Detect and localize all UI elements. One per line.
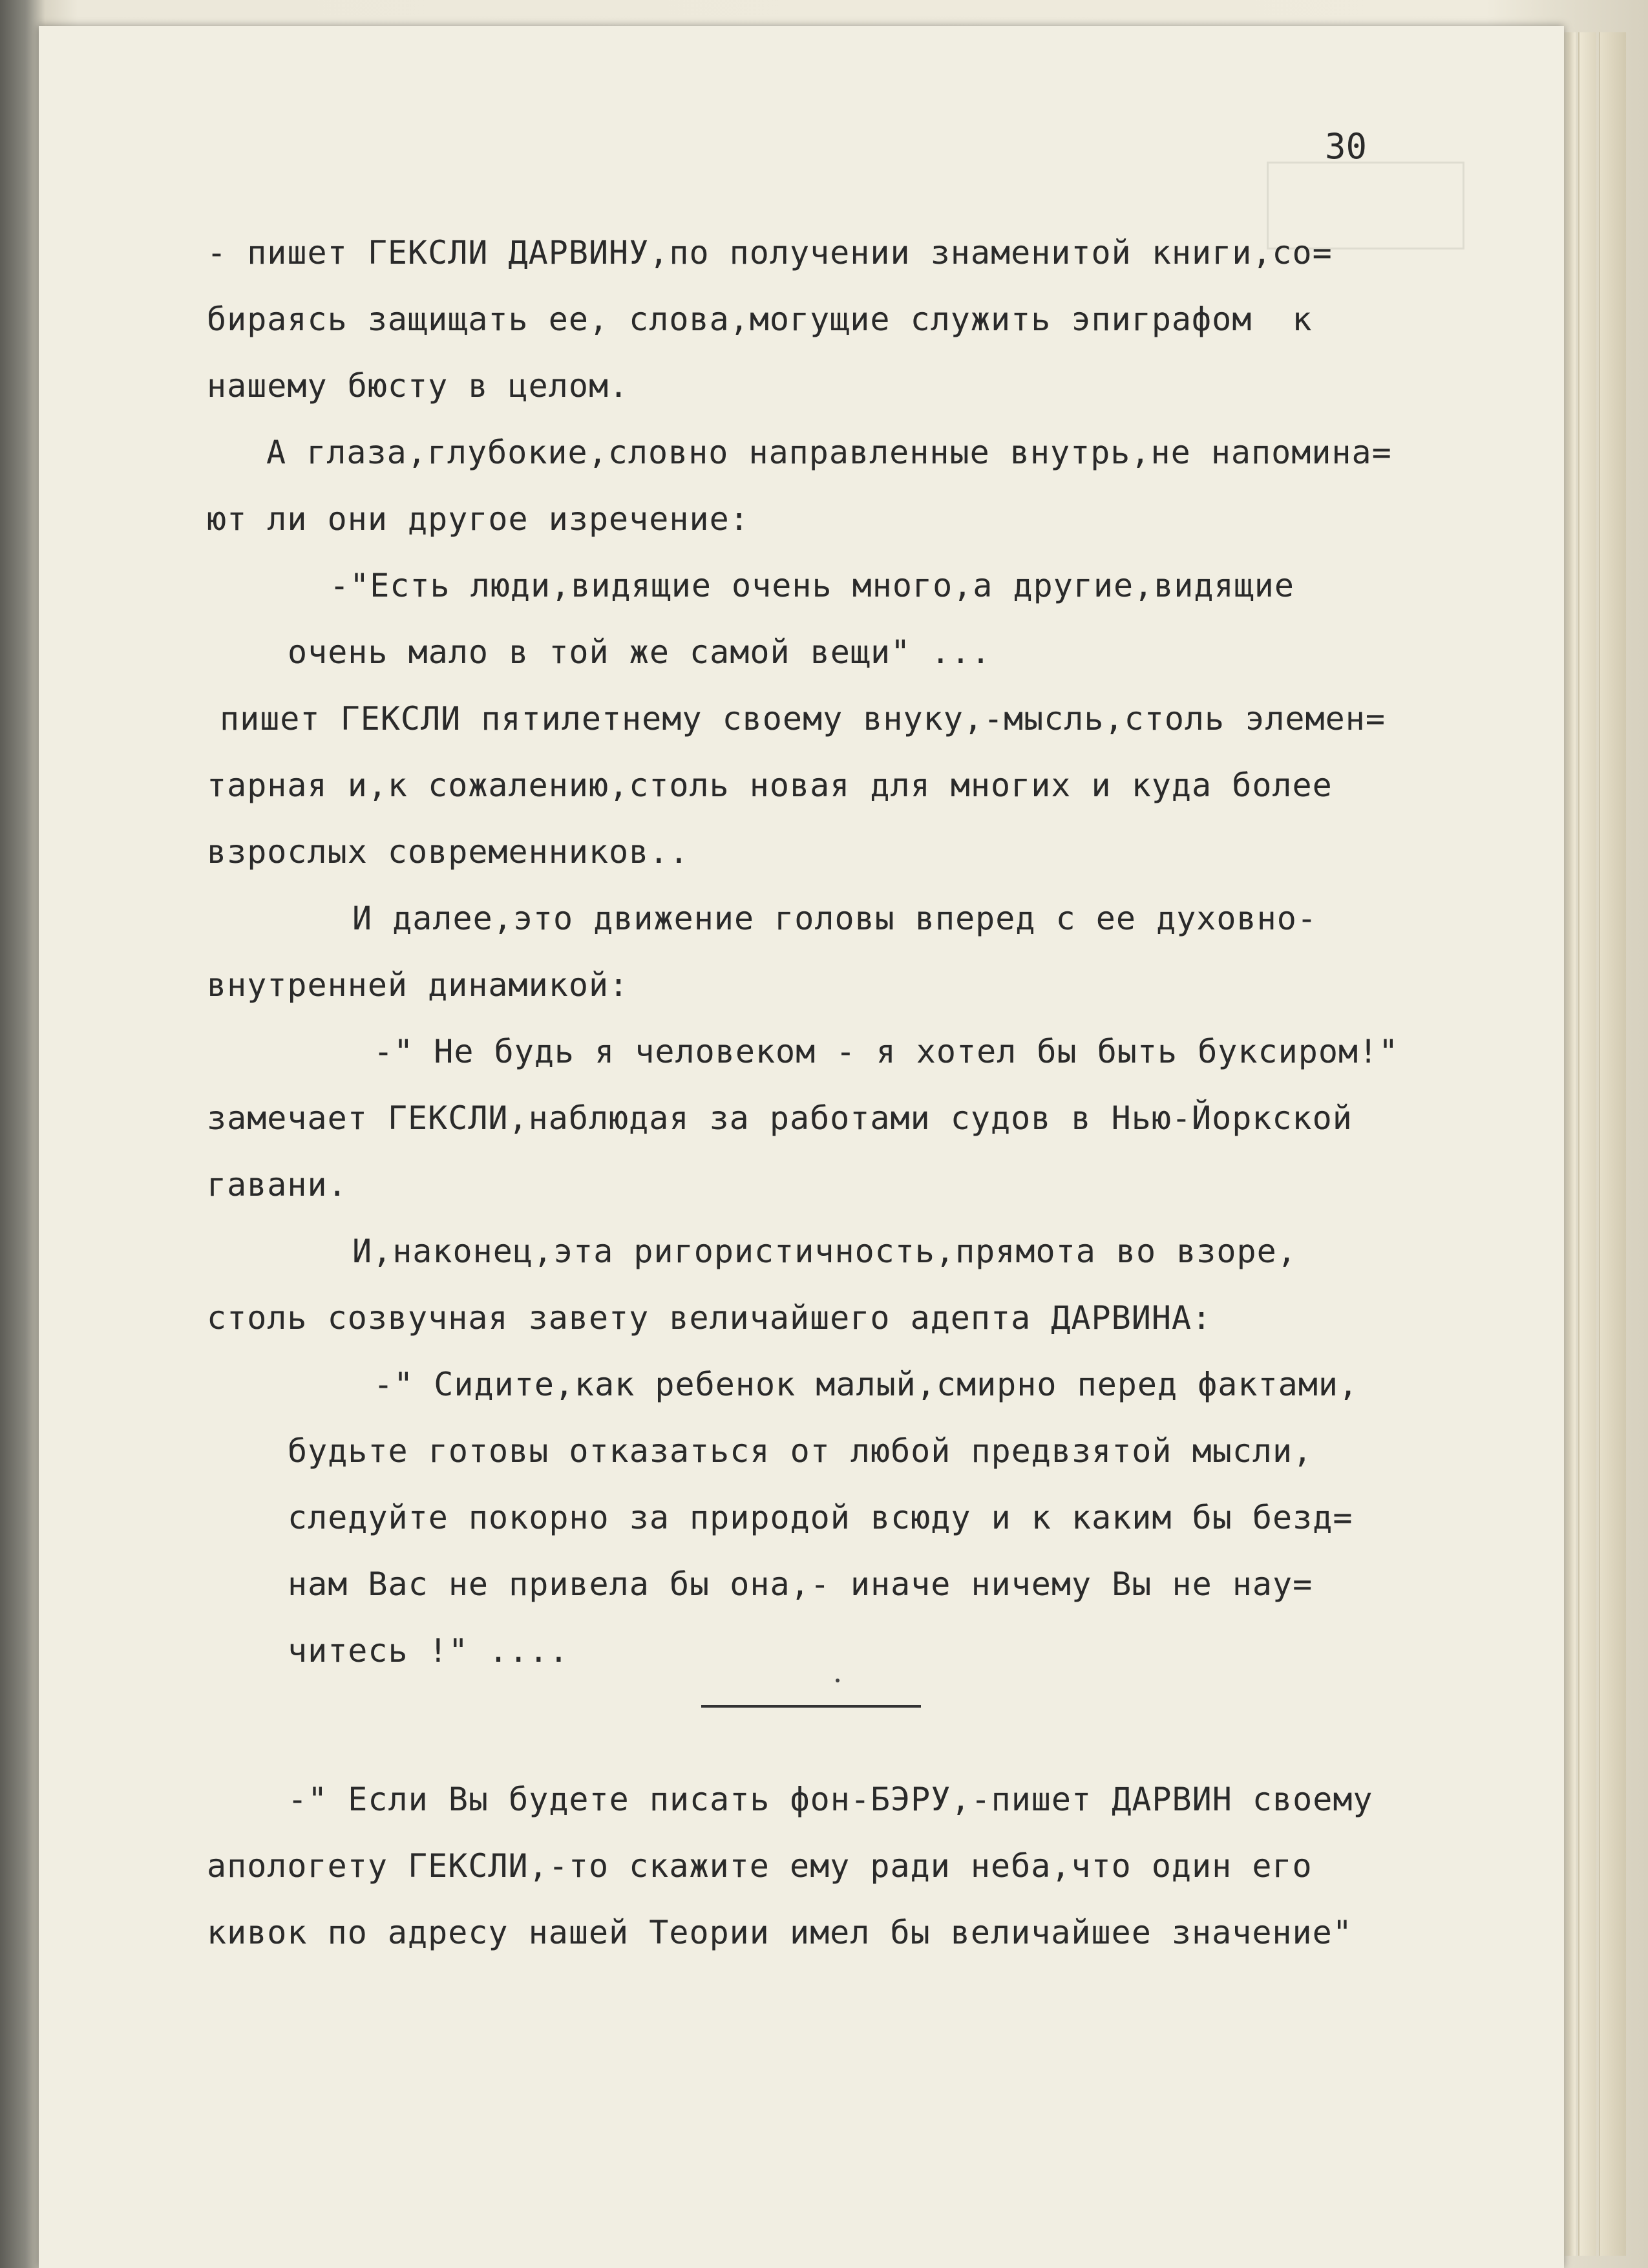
page-stack-edge (1599, 32, 1626, 2256)
text-line: -" Не будь я человеком - я хотел бы быть буксиром!" (374, 1033, 1399, 1070)
text-line: -" Если Вы будете писать фон-БЭРУ,-пишет ДАРВИН своему (288, 1781, 1373, 1818)
text-line: пишет ГЕКСЛИ пятилетнему своему внуку,-мысль,столь элемен= (220, 700, 1386, 737)
text-line: замечает ГЕКСЛИ,наблюдая за работами судов в Нью-Йоркской (207, 1099, 1353, 1137)
text-line: -"Есть люди,видящие очень много,а другие,видящие (330, 567, 1294, 604)
text-line: будьте готовы отказаться от любой предвзятой мысли, (288, 1432, 1313, 1470)
text-line: -" Сидите,как ребенок малый,смирно перед фактами, (374, 1366, 1359, 1403)
text-line: взрослых современников.. (207, 833, 690, 871)
text-line: кивок по адресу нашей Теории имел бы величайшее значение" (207, 1914, 1353, 1951)
section-divider (701, 1705, 921, 1708)
text-line: А глаза,глубокие,словно направленные внутрь,не напомина= (266, 434, 1392, 471)
page-number: 30 (1325, 126, 1368, 167)
text-line: нашему бюсту в целом. (207, 367, 629, 405)
text-line: тарная и,к сожалению,столь новая для многих и куда более (207, 767, 1333, 804)
text-line: гавани. (207, 1166, 348, 1203)
text-line: бираясь защищать ее, слова,могущие служить эпиграфом к (207, 301, 1313, 338)
text-line: следуйте покорно за природой всюду и к каким бы безд= (288, 1499, 1353, 1536)
text-line: нам Вас не привела бы она,- иначе ничему Вы не нау= (288, 1565, 1313, 1603)
text-line: апологету ГЕКСЛИ,-то скажите ему ради неба,что один его (207, 1847, 1313, 1885)
text-line: столь созвучная завету величайшего адепта ДАРВИНА: (207, 1299, 1212, 1337)
text-line: ют ли они другое изречение: (207, 500, 750, 538)
ink-dot (836, 1679, 840, 1682)
text-line: очень мало в той же самой вещи" ... (288, 633, 991, 671)
page-stack-edge (1578, 32, 1596, 2256)
text-line: читесь !" .... (288, 1632, 569, 1669)
text-line: внутренней динамикой: (207, 966, 629, 1004)
text-line: И,наконец,эта ригористичность,прямота во взоре, (352, 1233, 1297, 1270)
text-line: И далее,это движение головы вперед с ее духовно- (352, 900, 1317, 937)
text-line: - пишет ГЕКСЛИ ДАРВИНУ,по получении знаменитой книги,со= (207, 234, 1333, 271)
